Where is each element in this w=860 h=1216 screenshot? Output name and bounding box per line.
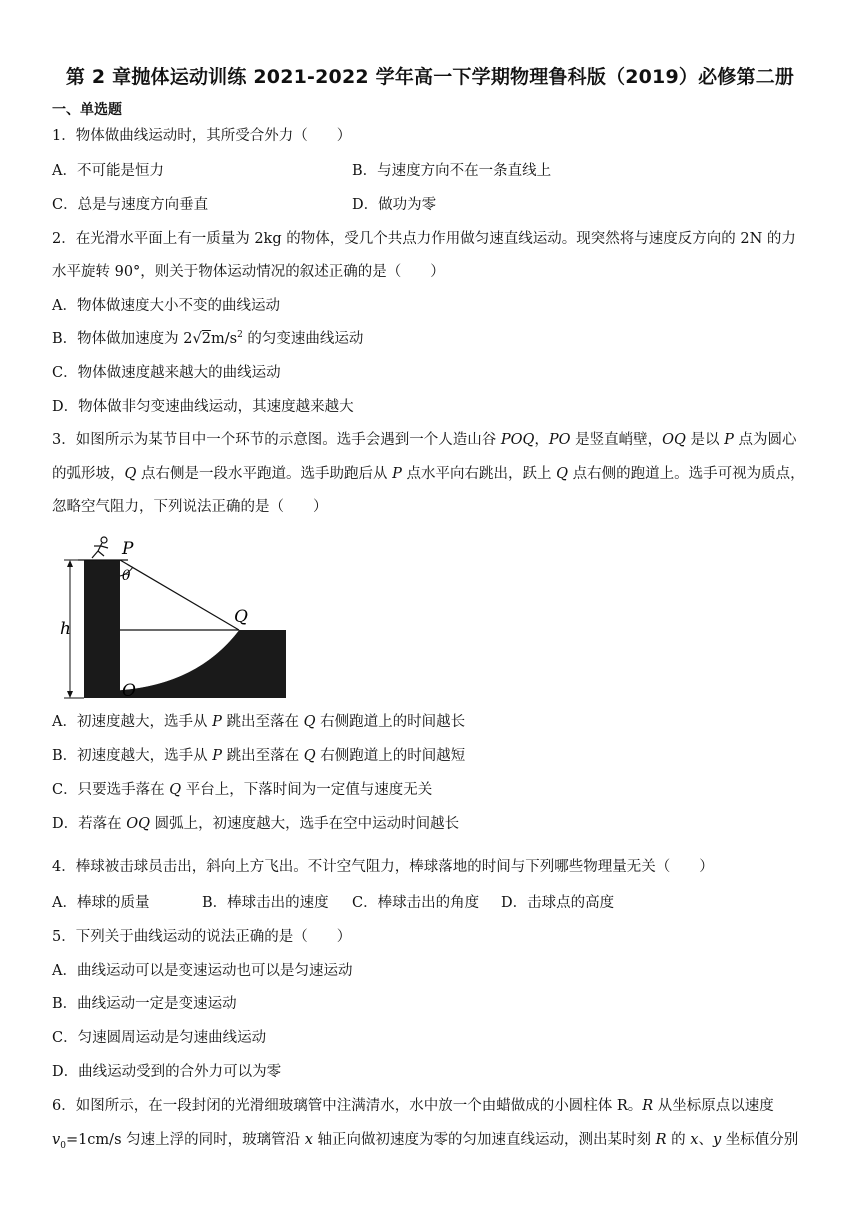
text: =1cm/s 匀速上浮的同时，玻璃管沿 — [65, 1132, 305, 1148]
q5-option-a: A．曲线运动可以是变速运动也可以是匀速运动 — [52, 963, 353, 979]
symbol: P — [724, 432, 734, 448]
text: 点水平向右跳出，跃上 — [401, 466, 557, 482]
q5-option-d: D．曲线运动受到的合外力可以为零 — [52, 1064, 282, 1080]
text: 点为圆心 — [733, 432, 797, 448]
q3-stem-line1 — [52, 430, 797, 450]
symbol: v — [52, 1132, 61, 1148]
label-P: P — [122, 539, 134, 559]
q4-option-a: A．棒球的质量 — [52, 895, 150, 911]
q2-option-a: A．物体做速度大小不变的曲线运动 — [52, 298, 280, 314]
q1-option-a: A．不可能是恒力 — [52, 163, 164, 179]
symbol: R — [655, 1132, 667, 1148]
text: ， — [534, 432, 549, 448]
text: 6．如图所示，在一段封闭的光滑细玻璃管中注满清水，水中放一个由蜡做成的小圆柱体 R。 — [52, 1098, 643, 1114]
q2-stem-line1: 2．在光滑水平面上有一质量为 2kg 的物体，受几个共点力作用做匀速直线运动。现突然将与速度反方向的 2N 的力 — [52, 231, 796, 247]
symbol: P — [392, 466, 402, 482]
q3-stem-line3: 忽略空气阻力，下列说法正确的是（ ） — [52, 499, 328, 515]
q1-option-d: D．做功为零 — [352, 197, 437, 213]
q2-option-b-pre: B．物体做加速度为 2 — [52, 331, 193, 347]
symbol: Q — [169, 782, 182, 798]
symbol: POQ — [500, 432, 535, 448]
cliff-wall — [84, 560, 120, 698]
q2-option-b-radicand: 2 — [201, 331, 211, 347]
label-h: h — [60, 619, 71, 639]
symbol: P — [212, 714, 222, 730]
q2-stem-line2: 水平旋转 90°，则关于物体运动情况的叙述正确的是（ ） — [52, 264, 445, 280]
text: B．初速度越大，选手从 — [52, 748, 213, 764]
text: 右侧跑道上的时间越短 — [315, 748, 466, 764]
text: 是以 — [685, 432, 725, 448]
q4-option-d: D．击球点的高度 — [501, 895, 615, 911]
text: 、 — [698, 1132, 713, 1148]
text: 的弧形坡， — [52, 466, 125, 482]
label-theta: θ — [122, 568, 131, 584]
label-O: O — [122, 681, 136, 701]
line-PQ — [120, 560, 239, 630]
label-Q: Q — [234, 607, 248, 627]
symbol: x — [304, 1132, 313, 1148]
text: 右侧跑道上的时间越长 — [315, 714, 466, 730]
q1-option-c: C．总是与速度方向垂直 — [52, 197, 209, 213]
text: 的 — [666, 1132, 691, 1148]
q2-option-b-unit: m/s — [210, 331, 238, 347]
q4-option-b: B．棒球击出的速度 — [202, 895, 329, 911]
q3-option-c — [52, 780, 432, 800]
symbol: P — [212, 748, 223, 764]
q4-option-c: C．棒球击出的角度 — [352, 895, 480, 911]
symbol: R — [642, 1098, 654, 1114]
valley-diagram — [58, 534, 294, 706]
text: C．只要选手落在 — [52, 782, 170, 798]
q3-option-d — [52, 814, 459, 834]
text: D．若落在 — [52, 816, 127, 832]
arrow-down-icon — [67, 691, 73, 698]
section-heading: 一、单选题 — [52, 102, 122, 118]
q1-option-b: B．与速度方向不在一条直线上 — [352, 163, 552, 179]
q6-stem-line2 — [52, 1130, 798, 1150]
text: 跳出至落在 — [221, 714, 304, 730]
text: 从坐标原点以速度 — [653, 1098, 774, 1114]
document-title: 第 2 章抛体运动训练 2021-2022 学年高一下学期物理鲁科版（2019）必修第二册 — [65, 66, 795, 88]
q2-option-b-exponent: 2 — [237, 330, 243, 340]
q5-stem: 5．下列关于曲线运动的说法正确的是（ ） — [52, 929, 352, 945]
text: 轴正向做初速度为零的匀加速直线运动，测出某时刻 — [312, 1132, 656, 1148]
text: 跳出至落在 — [222, 748, 304, 764]
q3-stem-line2 — [52, 464, 805, 484]
text: 3．如图所示为某节目中一个环节的示意图。选手会遇到一个人造山谷 — [52, 432, 501, 448]
sqrt-sign: √ — [192, 331, 202, 347]
q2-option-b — [52, 329, 363, 349]
text: 是竖直峭壁， — [570, 432, 663, 448]
symbol: PO — [548, 432, 571, 448]
subscript: 0 — [60, 1140, 66, 1151]
symbol: Q — [124, 466, 137, 482]
q2-option-d: D．物体做非匀变速曲线运动，其速度越来越大 — [52, 399, 354, 415]
symbol: Q — [303, 748, 316, 764]
text: 坐标值分别 — [721, 1132, 799, 1148]
text: A．初速度越大，选手从 — [52, 714, 213, 730]
q5-option-b: B．曲线运动一定是变速运动 — [52, 996, 237, 1012]
text: 点右侧的跑道上。选手可视为质点， — [567, 466, 805, 482]
q6-stem-line1 — [52, 1096, 774, 1116]
q2-option-b-post: 的匀变速曲线运动 — [242, 331, 364, 347]
symbol: Q — [556, 466, 568, 482]
text: 圆弧上，初速度越大，选手在空中运动时间越长 — [150, 816, 460, 832]
symbol: OQ — [662, 432, 686, 448]
symbol: x — [690, 1132, 699, 1148]
symbol: OQ — [126, 816, 151, 832]
q3-option-a — [52, 712, 465, 732]
q2-option-c: C．物体做速度越来越大的曲线运动 — [52, 365, 281, 381]
q4-stem: 4．棒球被击球员击出，斜向上方飞出。不计空气阻力，棒球落地的时间与下列哪些物理量无关（ ） — [52, 859, 714, 875]
q3-option-b — [52, 746, 465, 766]
text: 平台上，下落时间为一定值与速度无关 — [181, 782, 433, 798]
arrow-up-icon — [67, 560, 73, 567]
symbol: Q — [303, 714, 316, 730]
symbol: y — [712, 1132, 722, 1148]
q1-stem: 1．物体做曲线运动时，其所受合外力（ ） — [52, 128, 352, 144]
q5-option-c: C．匀速圆周运动是匀速曲线运动 — [52, 1030, 267, 1046]
runner-icon — [92, 537, 108, 558]
text: 点右侧是一段水平跑道。选手助跑后从 — [136, 466, 393, 482]
